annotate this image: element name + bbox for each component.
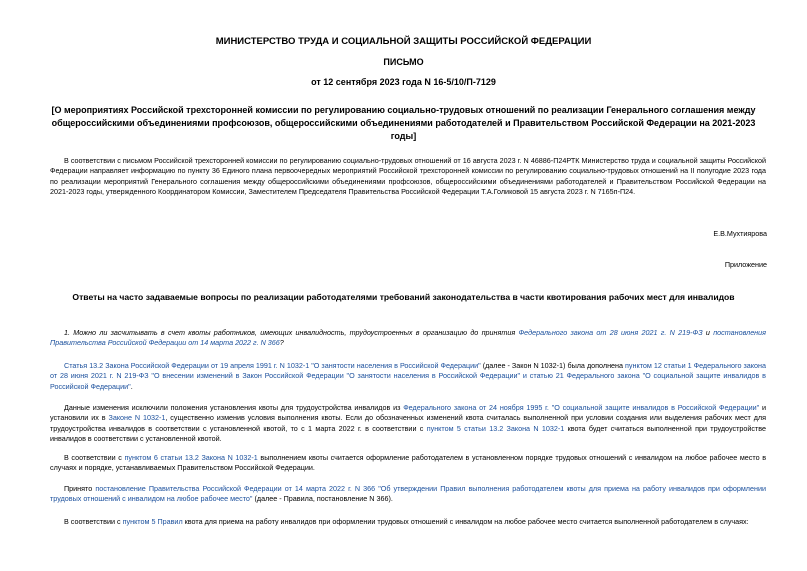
p3-text-1: Данные изменения исключили положения установления квоты для трудоустройства инвалидов из (64, 403, 404, 412)
question-text: 1. Можно ли засчитывать в счет квоты работников, имеющих инвалидность, трудоустроенных в организацию до принятия (64, 328, 519, 337)
question-end: ? (279, 338, 284, 348)
p3-text-3: , существенно изменив условия выполнения квоты. Если до обозначенных изменений квота считалась выполненной при условии создания или выделения рабочих мест для трудоустройства инвалидов в соответствии с установленной квотой, то с 1 марта 2022 г. в соответствии с (50, 413, 767, 433)
item-6-article-13-2-link[interactable]: пунктом 6 статьи 13.2 Закона N 1032-1 (124, 453, 258, 462)
item-5-article-13-2-link[interactable]: пунктом 5 статьи 13.2 Закона N 1032-1 (426, 423, 565, 433)
p6-text-1: В соответствии с (64, 517, 123, 526)
paragraph-4 (50, 453, 766, 474)
rules-item-5-link[interactable]: пунктом 5 Правил (122, 517, 183, 526)
paragraph-5 (50, 484, 766, 505)
signature: Е.В.Мухтиярова (713, 229, 767, 238)
law-219-link[interactable]: Федерального закона от 28 июня 2021 г. N 219-ФЗ (518, 328, 703, 337)
ministry-heading: МИНИСТЕРСТВО ТРУДА И СОЦИАЛЬНОЙ ЗАЩИТЫ РОССИЙСКОЙ ФЕДЕРАЦИИ (215, 36, 592, 47)
p3-text-2: и установили их в (50, 403, 767, 423)
faq-title: Ответы на часто задаваемые вопросы по реализации работодателями требований законодательства в части квотирования рабочих мест для инвалидов (72, 292, 735, 302)
p5-text-1: Принято (64, 484, 96, 493)
p4-text-1: В соответствии с (64, 453, 125, 462)
p3-text-4: квота будет считаться выполненной при трудоустройстве инвалидов в соответствии с установленной квотой. (50, 423, 767, 444)
paragraph-6 (50, 517, 766, 527)
document-type: ПИСЬМО (383, 57, 424, 67)
question-conj: и (702, 328, 714, 337)
question-1 (50, 328, 766, 349)
p4-text-2: выполнением квоты считается оформление работодателем в установленном порядке трудовых отношений с инвалидом на любое рабочее место в случаях и порядке, устанавливаемых Правительством Российской Федерации. (50, 453, 767, 473)
decree-366-full-link[interactable]: постановление Правительства Российской Федерации от 14 марта 2022 г. N 366 "Об утверждении Правил выполнения работодателем квоты для приема на работу инвалидов при оформлении трудовых отношений с инвалидом на любое рабочее место" (50, 484, 766, 504)
document-date: от 12 сентября 2023 года N 16-5/10/П-7129 (311, 77, 496, 87)
paragraph-3 (50, 403, 766, 445)
p2-text-2: . (130, 381, 133, 391)
decree-366-link[interactable]: постановления Правительства Российской Федерации от 14 марта 2022 г. N 366 (50, 328, 766, 348)
article-13-2-link[interactable]: Статья 13.2 Закона Российской Федерации от 19 апреля 1991 г. N 1032-1 "О занятости населения в Российской Федерации" (64, 361, 481, 370)
intro-paragraph: В соответствии с письмом Российской трехсторонней комиссии по регулированию социально-трудовых отношений от 16 августа 2023 г. N 46886-П24РТК Министерство труда и социальной защиты Российской Федерации направляет информацию по пункту 36 Единого плана первоочередных мероприятий Российской трехсторонней комиссии по регулированию социально-трудовых отношений на II полугодие 2023 года по реализации мероприятий Генерального соглашения между общероссийскими объединениями профсоюзов, общероссийскими объединениями работодателей и Правительством Российской Федерации на 2021-2023 годы, утвержденного Координатором Комиссии, Заместителем Председателя Правительства Российской Федерации Т.А.Голиковой 15 августа 2023 г. N 7165п-П24. (50, 156, 766, 197)
p6-text-2: квота для приема на работу инвалидов при оформлении трудовых отношений с инвалидом на любое рабочее место считается выполненной работодателем в случаях: (182, 517, 749, 526)
law-1995-link[interactable]: Федерального закона от 24 ноября 1995 г. "О социальной защите инвалидов в Российской Федерации" (403, 403, 760, 412)
p2-text-1: (далее - Закон N 1032-1) была дополнена (480, 361, 626, 370)
law-1032-link[interactable]: Законе N 1032-1 (108, 413, 166, 423)
p5-text-2: (далее - Правила, постановление N 366). (252, 494, 393, 504)
appendix-label: Приложение (724, 260, 767, 269)
document-subject: [О мероприятиях Российской трехсторонней комиссии по регулированию социально-трудовых отношений по реализации Генерального соглашения между общероссийскими объединениями профсоюзов, общероссийскими объединениями работодателей и Правительством Российской Федерации на 2021-2023 годы] (51, 105, 756, 141)
law-219-item-12-link[interactable]: пунктом 12 статьи 1 Федерального закона от 28 июня 2021 г. N 219-ФЗ "О внесении изменений в Закон Российской Федерации "О занятости населения в Российской Федерации" и статью 21 Федерального закона "О социальной защите инвалидов в Российской Федерации" (50, 361, 766, 391)
paragraph-2 (50, 361, 766, 392)
